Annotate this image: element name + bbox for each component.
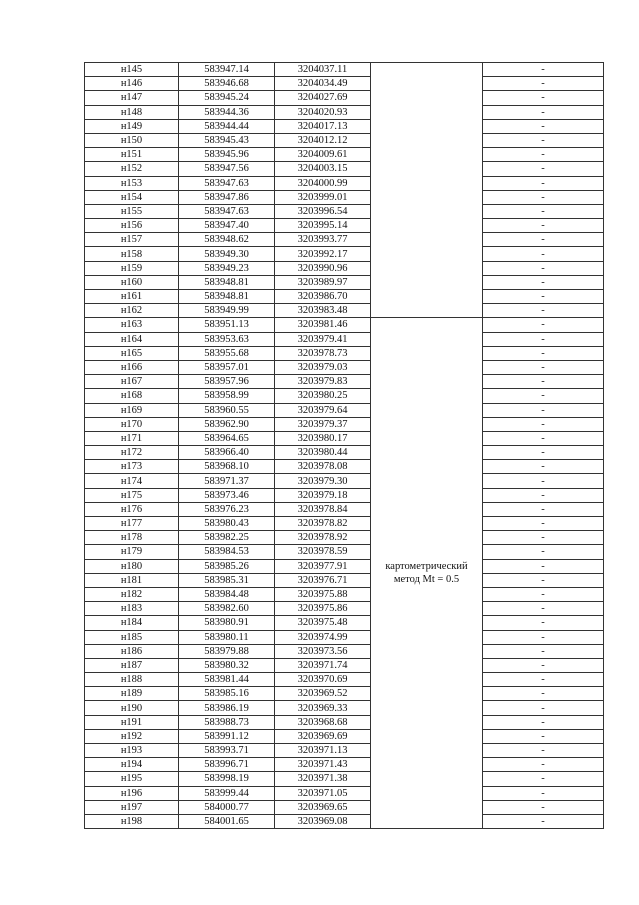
point-name-cell: н193	[85, 744, 179, 758]
note-cell: -	[483, 389, 604, 403]
table-row	[85, 105, 604, 119]
y-coordinate-cell: 3203980.25	[275, 389, 371, 403]
y-coordinate-cell: 3204027.69	[275, 91, 371, 105]
table-row	[85, 474, 604, 488]
x-coordinate-cell: 583966.40	[179, 446, 275, 460]
point-name-cell: н173	[85, 460, 179, 474]
table-row	[85, 531, 604, 545]
table-row	[85, 77, 604, 91]
note-cell: -	[483, 772, 604, 786]
x-coordinate-cell: 583984.53	[179, 545, 275, 559]
note-cell: -	[483, 176, 604, 190]
note-cell: -	[483, 616, 604, 630]
table-row	[85, 204, 604, 218]
table-row	[85, 233, 604, 247]
point-name-cell: н145	[85, 63, 179, 77]
point-name-cell: н164	[85, 332, 179, 346]
note-cell: -	[483, 148, 604, 162]
x-coordinate-cell: 583971.37	[179, 474, 275, 488]
point-name-cell: н190	[85, 701, 179, 715]
point-name-cell: н163	[85, 318, 179, 332]
method-cell-empty	[371, 63, 483, 318]
note-cell: -	[483, 431, 604, 445]
table-row	[85, 602, 604, 616]
y-coordinate-cell: 3203979.37	[275, 417, 371, 431]
point-name-cell: н181	[85, 573, 179, 587]
x-coordinate-cell: 583949.99	[179, 304, 275, 318]
method-cell	[371, 318, 483, 829]
x-coordinate-cell: 583947.56	[179, 162, 275, 176]
x-coordinate-cell: 583948.81	[179, 275, 275, 289]
table-row	[85, 786, 604, 800]
x-coordinate-cell: 583949.23	[179, 261, 275, 275]
point-name-cell: н183	[85, 602, 179, 616]
note-cell: -	[483, 304, 604, 318]
x-coordinate-cell: 583947.63	[179, 176, 275, 190]
table-row	[85, 701, 604, 715]
point-name-cell: н174	[85, 474, 179, 488]
y-coordinate-cell: 3203971.13	[275, 744, 371, 758]
table-row	[85, 403, 604, 417]
x-coordinate-cell: 583949.30	[179, 247, 275, 261]
y-coordinate-cell: 3203978.08	[275, 460, 371, 474]
table-row	[85, 729, 604, 743]
note-cell: -	[483, 701, 604, 715]
y-coordinate-cell: 3203978.92	[275, 531, 371, 545]
x-coordinate-cell: 583986.19	[179, 701, 275, 715]
table-row	[85, 304, 604, 318]
x-coordinate-cell: 583947.14	[179, 63, 275, 77]
y-coordinate-cell: 3203979.03	[275, 360, 371, 374]
point-name-cell: н146	[85, 77, 179, 91]
x-coordinate-cell: 583948.81	[179, 290, 275, 304]
x-coordinate-cell: 583999.44	[179, 786, 275, 800]
table-row	[85, 814, 604, 828]
note-cell: -	[483, 233, 604, 247]
point-name-cell: н177	[85, 517, 179, 531]
y-coordinate-cell: 3204034.49	[275, 77, 371, 91]
x-coordinate-cell: 583968.10	[179, 460, 275, 474]
note-cell: -	[483, 814, 604, 828]
note-cell: -	[483, 63, 604, 77]
point-name-cell: н153	[85, 176, 179, 190]
x-coordinate-cell: 583951.13	[179, 318, 275, 332]
x-coordinate-cell: 583991.12	[179, 729, 275, 743]
x-coordinate-cell: 583980.43	[179, 517, 275, 531]
y-coordinate-cell: 3203975.86	[275, 602, 371, 616]
note-cell: -	[483, 715, 604, 729]
table-row	[85, 417, 604, 431]
x-coordinate-cell: 583945.96	[179, 148, 275, 162]
note-cell: -	[483, 219, 604, 233]
x-coordinate-cell: 583957.01	[179, 360, 275, 374]
point-name-cell: н147	[85, 91, 179, 105]
table-row	[85, 460, 604, 474]
y-coordinate-cell: 3203978.59	[275, 545, 371, 559]
y-coordinate-cell: 3203978.82	[275, 517, 371, 531]
y-coordinate-cell: 3203971.43	[275, 758, 371, 772]
note-cell: -	[483, 587, 604, 601]
table-row	[85, 318, 604, 332]
point-name-cell: н165	[85, 346, 179, 360]
y-coordinate-cell: 3203978.84	[275, 502, 371, 516]
coordinates-table	[84, 62, 604, 829]
point-name-cell: н198	[85, 814, 179, 828]
note-cell: -	[483, 517, 604, 531]
note-cell: -	[483, 800, 604, 814]
x-coordinate-cell: 584001.65	[179, 814, 275, 828]
table-row	[85, 176, 604, 190]
x-coordinate-cell: 583988.73	[179, 715, 275, 729]
table-row	[85, 275, 604, 289]
table-row	[85, 360, 604, 374]
y-coordinate-cell: 3203980.44	[275, 446, 371, 460]
note-cell: -	[483, 162, 604, 176]
point-name-cell: н155	[85, 204, 179, 218]
note-cell: -	[483, 545, 604, 559]
table-row	[85, 446, 604, 460]
y-coordinate-cell: 3203986.70	[275, 290, 371, 304]
point-name-cell: н171	[85, 431, 179, 445]
table-row	[85, 247, 604, 261]
y-coordinate-cell: 3203981.46	[275, 318, 371, 332]
x-coordinate-cell: 583962.90	[179, 417, 275, 431]
table-row	[85, 644, 604, 658]
y-coordinate-cell: 3203975.48	[275, 616, 371, 630]
x-coordinate-cell: 583944.44	[179, 119, 275, 133]
note-cell: -	[483, 346, 604, 360]
y-coordinate-cell: 3203971.38	[275, 772, 371, 786]
point-name-cell: н152	[85, 162, 179, 176]
point-name-cell: н186	[85, 644, 179, 658]
x-coordinate-cell: 583985.26	[179, 559, 275, 573]
table-row	[85, 431, 604, 445]
point-name-cell: н184	[85, 616, 179, 630]
y-coordinate-cell: 3203995.14	[275, 219, 371, 233]
note-cell: -	[483, 687, 604, 701]
point-name-cell: н156	[85, 219, 179, 233]
note-cell: -	[483, 261, 604, 275]
x-coordinate-cell: 583981.44	[179, 673, 275, 687]
y-coordinate-cell: 3203990.96	[275, 261, 371, 275]
point-name-cell: н189	[85, 687, 179, 701]
table-row	[85, 758, 604, 772]
point-name-cell: н157	[85, 233, 179, 247]
point-name-cell: н149	[85, 119, 179, 133]
point-name-cell: н159	[85, 261, 179, 275]
note-cell: -	[483, 559, 604, 573]
x-coordinate-cell: 583980.11	[179, 630, 275, 644]
y-coordinate-cell: 3203970.69	[275, 673, 371, 687]
table-row	[85, 673, 604, 687]
note-cell: -	[483, 417, 604, 431]
note-cell: -	[483, 502, 604, 516]
note-cell: -	[483, 673, 604, 687]
y-coordinate-cell: 3204000.99	[275, 176, 371, 190]
point-name-cell: н180	[85, 559, 179, 573]
point-name-cell: н166	[85, 360, 179, 374]
y-coordinate-cell: 3203992.17	[275, 247, 371, 261]
table-row	[85, 133, 604, 147]
y-coordinate-cell: 3204037.11	[275, 63, 371, 77]
y-coordinate-cell: 3203969.52	[275, 687, 371, 701]
y-coordinate-cell: 3203971.74	[275, 658, 371, 672]
note-cell: -	[483, 275, 604, 289]
y-coordinate-cell: 3204020.93	[275, 105, 371, 119]
note-cell: -	[483, 91, 604, 105]
y-coordinate-cell: 3203968.68	[275, 715, 371, 729]
point-name-cell: н162	[85, 304, 179, 318]
point-name-cell: н188	[85, 673, 179, 687]
y-coordinate-cell: 3203979.64	[275, 403, 371, 417]
point-name-cell: н151	[85, 148, 179, 162]
y-coordinate-cell: 3203977.91	[275, 559, 371, 573]
note-cell: -	[483, 446, 604, 460]
point-name-cell: н191	[85, 715, 179, 729]
y-coordinate-cell: 3203979.83	[275, 375, 371, 389]
note-cell: -	[483, 105, 604, 119]
table-row	[85, 715, 604, 729]
note-cell: -	[483, 630, 604, 644]
note-cell: -	[483, 460, 604, 474]
table-row	[85, 772, 604, 786]
y-coordinate-cell: 3203978.73	[275, 346, 371, 360]
table-row	[85, 559, 604, 573]
table-row	[85, 219, 604, 233]
y-coordinate-cell: 3203971.05	[275, 786, 371, 800]
x-coordinate-cell: 583980.32	[179, 658, 275, 672]
point-name-cell: н167	[85, 375, 179, 389]
table-row	[85, 573, 604, 587]
y-coordinate-cell: 3203989.97	[275, 275, 371, 289]
point-name-cell: н172	[85, 446, 179, 460]
note-cell: -	[483, 77, 604, 91]
method-label-line1: картометрический	[385, 561, 468, 573]
note-cell: -	[483, 758, 604, 772]
table-row	[85, 190, 604, 204]
x-coordinate-cell: 583958.99	[179, 389, 275, 403]
point-name-cell: н194	[85, 758, 179, 772]
y-coordinate-cell: 3203969.33	[275, 701, 371, 715]
y-coordinate-cell: 3203969.69	[275, 729, 371, 743]
table-row	[85, 290, 604, 304]
note-cell: -	[483, 744, 604, 758]
x-coordinate-cell: 583979.88	[179, 644, 275, 658]
point-name-cell: н196	[85, 786, 179, 800]
note-cell: -	[483, 602, 604, 616]
x-coordinate-cell: 583945.24	[179, 91, 275, 105]
point-name-cell: н195	[85, 772, 179, 786]
table-row	[85, 148, 604, 162]
table-row	[85, 800, 604, 814]
note-cell: -	[483, 729, 604, 743]
y-coordinate-cell: 3204017.13	[275, 119, 371, 133]
method-label-line2: метод Mt = 0.5	[393, 574, 460, 586]
x-coordinate-cell: 584000.77	[179, 800, 275, 814]
note-cell: -	[483, 332, 604, 346]
x-coordinate-cell: 583985.16	[179, 687, 275, 701]
x-coordinate-cell: 583996.71	[179, 758, 275, 772]
table-row	[85, 332, 604, 346]
y-coordinate-cell: 3203979.30	[275, 474, 371, 488]
note-cell: -	[483, 290, 604, 304]
table-row	[85, 346, 604, 360]
table-row	[85, 616, 604, 630]
x-coordinate-cell: 583982.25	[179, 531, 275, 545]
x-coordinate-cell: 583964.65	[179, 431, 275, 445]
point-name-cell: н187	[85, 658, 179, 672]
x-coordinate-cell: 583976.23	[179, 502, 275, 516]
x-coordinate-cell: 583946.68	[179, 77, 275, 91]
point-name-cell: н185	[85, 630, 179, 644]
table-row	[85, 630, 604, 644]
note-cell: -	[483, 644, 604, 658]
x-coordinate-cell: 583955.68	[179, 346, 275, 360]
x-coordinate-cell: 583980.91	[179, 616, 275, 630]
y-coordinate-cell: 3203996.54	[275, 204, 371, 218]
y-coordinate-cell: 3203973.56	[275, 644, 371, 658]
point-name-cell: н148	[85, 105, 179, 119]
y-coordinate-cell: 3203993.77	[275, 233, 371, 247]
point-name-cell: н170	[85, 417, 179, 431]
x-coordinate-cell: 583947.40	[179, 219, 275, 233]
table-row	[85, 63, 604, 77]
point-name-cell: н158	[85, 247, 179, 261]
note-cell: -	[483, 119, 604, 133]
point-name-cell: н179	[85, 545, 179, 559]
x-coordinate-cell: 583944.36	[179, 105, 275, 119]
y-coordinate-cell: 3203975.88	[275, 587, 371, 601]
y-coordinate-cell: 3203969.65	[275, 800, 371, 814]
note-cell: -	[483, 488, 604, 502]
x-coordinate-cell: 583957.96	[179, 375, 275, 389]
note-cell: -	[483, 318, 604, 332]
y-coordinate-cell: 3203979.18	[275, 488, 371, 502]
note-cell: -	[483, 786, 604, 800]
table-row	[85, 658, 604, 672]
note-cell: -	[483, 658, 604, 672]
y-coordinate-cell: 3204009.61	[275, 148, 371, 162]
y-coordinate-cell: 3204003.15	[275, 162, 371, 176]
table-row	[85, 375, 604, 389]
note-cell: -	[483, 204, 604, 218]
x-coordinate-cell: 583993.71	[179, 744, 275, 758]
table-row	[85, 162, 604, 176]
table-row	[85, 261, 604, 275]
point-name-cell: н175	[85, 488, 179, 502]
table-row	[85, 744, 604, 758]
y-coordinate-cell: 3203983.48	[275, 304, 371, 318]
y-coordinate-cell: 3203974.99	[275, 630, 371, 644]
table-row	[85, 488, 604, 502]
y-coordinate-cell: 3204012.12	[275, 133, 371, 147]
x-coordinate-cell: 583982.60	[179, 602, 275, 616]
x-coordinate-cell: 583973.46	[179, 488, 275, 502]
y-coordinate-cell: 3203980.17	[275, 431, 371, 445]
table-row	[85, 587, 604, 601]
point-name-cell: н182	[85, 587, 179, 601]
x-coordinate-cell: 583960.55	[179, 403, 275, 417]
note-cell: -	[483, 133, 604, 147]
table-row	[85, 517, 604, 531]
y-coordinate-cell: 3203999.01	[275, 190, 371, 204]
point-name-cell: н150	[85, 133, 179, 147]
point-name-cell: н192	[85, 729, 179, 743]
x-coordinate-cell: 583947.86	[179, 190, 275, 204]
y-coordinate-cell: 3203979.41	[275, 332, 371, 346]
y-coordinate-cell: 3203969.08	[275, 814, 371, 828]
point-name-cell: н160	[85, 275, 179, 289]
note-cell: -	[483, 531, 604, 545]
point-name-cell: н168	[85, 389, 179, 403]
table-row	[85, 687, 604, 701]
point-name-cell: н178	[85, 531, 179, 545]
table-row	[85, 91, 604, 105]
note-cell: -	[483, 360, 604, 374]
x-coordinate-cell: 583945.43	[179, 133, 275, 147]
point-name-cell: н154	[85, 190, 179, 204]
note-cell: -	[483, 573, 604, 587]
note-cell: -	[483, 247, 604, 261]
x-coordinate-cell: 583948.62	[179, 233, 275, 247]
table-row	[85, 502, 604, 516]
note-cell: -	[483, 403, 604, 417]
x-coordinate-cell: 583984.48	[179, 587, 275, 601]
table-row	[85, 545, 604, 559]
point-name-cell: н197	[85, 800, 179, 814]
table-row	[85, 119, 604, 133]
x-coordinate-cell: 583998.19	[179, 772, 275, 786]
point-name-cell: н169	[85, 403, 179, 417]
x-coordinate-cell: 583953.63	[179, 332, 275, 346]
coordinates-table-body	[85, 63, 604, 829]
note-cell: -	[483, 190, 604, 204]
table-row	[85, 389, 604, 403]
note-cell: -	[483, 474, 604, 488]
y-coordinate-cell: 3203976.71	[275, 573, 371, 587]
x-coordinate-cell: 583947.63	[179, 204, 275, 218]
note-cell: -	[483, 375, 604, 389]
point-name-cell: н176	[85, 502, 179, 516]
point-name-cell: н161	[85, 290, 179, 304]
x-coordinate-cell: 583985.31	[179, 573, 275, 587]
